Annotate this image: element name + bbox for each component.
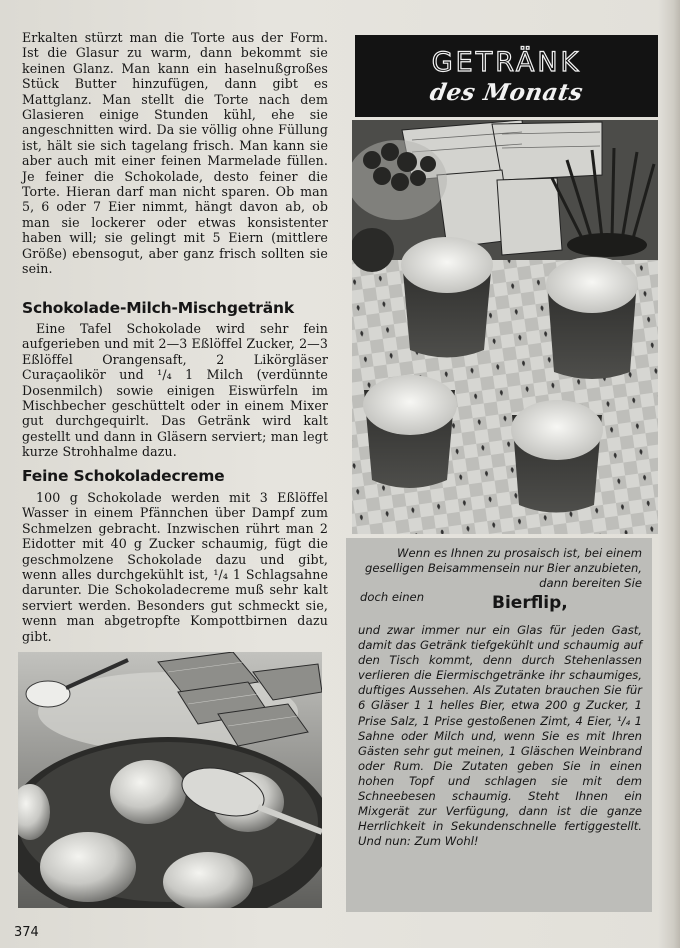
milk-drink-recipe: Eine Tafel Schokolade wird sehr fein aufgerieben und mit 2—3 Eßlöffel Zucker, 2—3 Eßlöffel Orangensaft, 2 Likörgläser Curaçaolikör und ¹/₄ 1 Milch (verdünnte Dosenmilch) sowie einigen Eiswürfeln im Mischbecher geschüttelt oder in einem Mixer gut durchgequirlt. Das Getränk wird kalt gestellt und dann in Gläsern serviert; man legt kurze Strohhalme dazu. <box>22 321 328 460</box>
drink-of-the-month-banner <box>355 35 658 117</box>
banner-title: GETRÄNK <box>431 47 582 78</box>
chocolate-cream-recipe: 100 g Schokolade werden mit 3 Eßlöffel Wasser in einem Pfännchen über Dampf zum Schmelzen gebracht. Inzwischen rührt man 2 Eidotter mit 40 g Zucker schaumig, fügt die geschmolzene Schokolade dazu und gibt, wenn alles durchgekühlt ist, ¹/₄ 1 Schlagsahne darunter. Die Schokoladecreme muß sehr kalt serviert werden. Besonders gut schmeckt sie, wenn man abgetropfte Kompottbirnen dazu gibt. <box>22 490 328 644</box>
dessert-photo <box>18 652 322 908</box>
dessert-photo-image <box>18 652 322 908</box>
sidebar-recipe-text: und zwar immer nur ein Glas für jeden Gast, damit das Getränk tiefgekühlt und schaumig auf den Tisch kommt, denn durch Stehenlassen verlieren die Eiermischgetränke ihr schaumiges, duftiges Aussehen. Als Zutaten brauchen Sie für 6 Gläser 1 1 helles Bier, etwa 200 g Zucker, 1 Prise Salz, 1 Prise gestoßenen Zimt, 4 Eier, ¹/₄ 1 Sahne oder Milch und, wenn Sie es mit Ihren Gästen sehr gut meinen, 1 Gläschen Weinbrand oder Rum. Die Zutaten geben Sie in einen hohen Topf und schlagen sie mit dem Schneebesen schaumig. Steht Ihnen ein Mixgerät zur Verfügung, dann ist die ganze Herrlichkeit in Sekundenschnelle fertiggestellt. Und nun: Zum Wohl! <box>358 623 642 849</box>
intro-paragraph: Erkalten stürzt man die Torte aus der Form. Ist die Glasur zu warm, dann bekommt sie keinen Glanz. Man kann ein haselnußgroßes Stück Butter hinzufügen, dann gibt es Mattglanz. Man stellt die Torte nach dem Glasieren einige Stunden kühl, ehe sie angeschnitten wird. Da sie völlig ohne Füllung ist, hält sie sich tagelang frisch. Man kann sie aber auch mit einer feinen Marmelade füllen. Je feiner die Schokolade, desto feiner die Torte. Hieran darf man nicht sparen. Ob man 5, 6 oder 7 Eier nimmt, hängt davon ab, ob man sie lockerer oder etwas konsistenter haben will; sie gelingt mit 5 Eiern (mittlere Größe) ebensogut, aber ganz frisch sollten sie sein. <box>22 30 328 277</box>
drinks-photo <box>352 120 658 534</box>
page-number: 374 <box>14 925 39 940</box>
sidebar-lead-text: doch einen <box>360 590 425 604</box>
chocolate-cream-heading: Feine Schokoladecreme <box>22 467 225 485</box>
milk-drink-heading: Schokolade-Milch-Mischgetränk <box>22 299 294 317</box>
banner-subtitle: des Monats <box>427 79 586 106</box>
drinks-photo-image <box>352 120 658 534</box>
page-binding <box>658 0 680 948</box>
sidebar-intro: Wenn es Ihnen zu prosaisch ist, bei einem geselligen Beisammensein nur Bier anzubieten, dann bereiten Sie <box>364 546 642 591</box>
sidebar-highlight-word: Bierflip, <box>492 593 568 613</box>
